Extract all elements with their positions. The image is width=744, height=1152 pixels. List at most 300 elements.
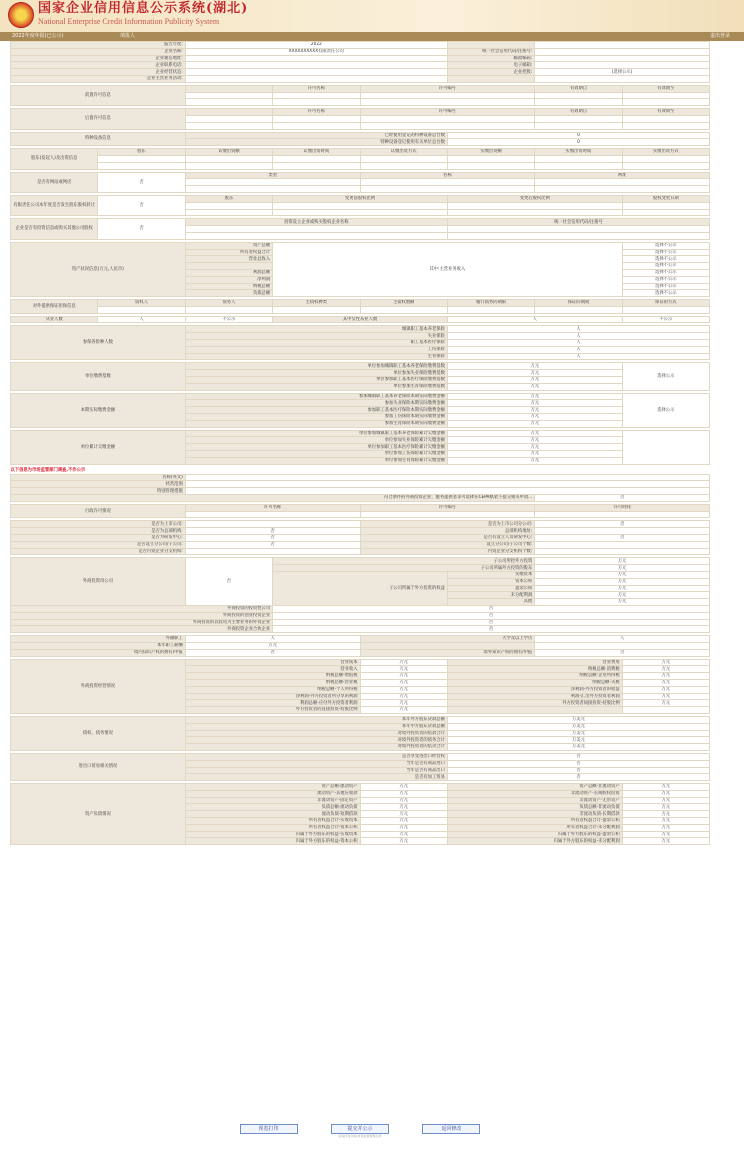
copyright: 版权所有:国家市场监督管理总局 [338,1134,382,1138]
flag-row [11,548,710,555]
publish-select[interactable]: 选择不公示 [622,249,709,256]
col-head: 债权人 [98,300,185,307]
back-edit-button[interactable]: 返回修改 [422,1124,480,1134]
field-label: 经营范围 [11,481,186,488]
special-row [11,132,710,139]
field-label: 归属于外方股东的权益-未分配利润 [447,838,622,845]
field-value[interactable]: 否 [185,528,360,535]
section-label: 有限责任公司本年度是否发生股东股权转让 [11,195,98,215]
field-value: 万元 [360,790,447,797]
field-value[interactable] [185,62,447,69]
section-label: 股东(发起人)及出资信息 [11,149,98,169]
col-head: 变更后股权比例 [447,195,622,202]
field-value[interactable]: 否 [447,760,709,767]
publish-select[interactable]: 选择不公示 [622,269,709,276]
field-label: 负债总额-流动负债 [185,804,360,811]
field-value: 万元 [360,679,447,686]
yes-no-value[interactable]: 否 [98,219,185,239]
col-head: 有效期至 [622,109,709,116]
section-label: 对外提供保证担保信息 [11,300,98,314]
field-value: 万美元 [447,737,709,744]
publish-select[interactable]: 不公示 [185,316,272,323]
site-subtitle: National Enterprise Credit Information Publicity System [38,17,220,26]
field-value: 万元 [360,804,447,811]
field-label: 资产总额-流动资产 [185,784,360,791]
field-value [535,642,710,649]
empty-cell [622,202,709,209]
field-label: 对境外投资者的债务合计 [185,737,447,744]
field-label: 是否为上市公司: [11,521,186,528]
section-head [11,109,710,116]
ops-row [11,659,710,666]
field-label: 纳税总额-消费税 [447,666,622,673]
col-head: 变更前股权比例 [273,195,448,202]
field-value: 万元 [535,599,710,606]
col-head: 许可名称 [273,85,360,92]
empty-cell [185,202,272,209]
field-value: 万元 [360,818,447,825]
field-value[interactable]: 否 [535,535,710,542]
section-label: 后置许可信息 [11,109,186,129]
field-value: 万元 [360,686,447,693]
report-status: 2022年度年报(已公示) [12,33,64,39]
empty-cell [535,186,710,193]
field-value: 万美元 [447,716,709,723]
empty-cell [98,306,185,313]
field-value[interactable] [535,548,710,555]
empty-cell [185,232,447,239]
field-label: 已经使用登记的特种设备总台数 [185,132,447,139]
empty-cell [447,155,534,162]
field-value: 万元 [360,831,447,838]
field-value: 万美元 [447,730,709,737]
col-head: 保证的方式 [622,300,709,307]
field-value[interactable] [535,42,710,49]
empty-cell [447,232,709,239]
field-value: 万元 [360,707,447,714]
field-label: 盈余公积 [447,585,534,592]
field-label: 统一社会信用代码/注册号: [447,48,534,55]
field-value[interactable]: 2022 [185,42,447,49]
guar-head [11,300,710,307]
part2-row [11,474,710,481]
field-label: 企业控股: [447,69,534,76]
section-label: 资产状况信息(万元,人民币) [11,242,186,296]
field-value: 万元 [447,420,622,427]
empty-cell [360,179,535,186]
field-label: 单位参加生育保险缴费基数 [185,383,447,390]
col-head: 许可编号 [360,85,535,92]
lic-head [11,504,710,511]
section-label: 进出口贸易相关情况 [11,753,186,780]
field-value[interactable] [535,62,710,69]
field-value: 万元 [447,451,622,458]
col-head: 有效期至 [622,85,709,92]
field-value: 人 [447,326,709,333]
col-head: 股东 [185,195,272,202]
field-value[interactable]: 否 [447,767,709,774]
preview-print-button[interactable]: 预览打印 [240,1124,298,1134]
field-value[interactable] [535,48,710,55]
field-value: 万元 [447,393,622,400]
field-value: 万元 [622,659,709,666]
field-label: 是否有设立人员研发中心: [360,535,535,542]
field-label [360,642,535,649]
field-value: 万元 [622,838,709,845]
field-value[interactable] [185,488,709,495]
field-value: 万元 [622,790,709,797]
field-value[interactable]: XXXXXXXXXX有限责任公司 [185,48,447,55]
section-label: 外商投资母公司 [11,558,186,606]
field-value: 万元 [185,642,360,649]
field-label: 特种设备登记使用有关单位总台数 [185,139,447,146]
field-value: 万元 [447,457,622,464]
empty-cell [535,162,622,169]
empty-cell [273,162,360,169]
field-value: 0 [447,132,709,139]
field-value: 万元 [360,824,447,831]
field-label: 参加职工基本医疗保险本期实际缴费金额 [185,407,447,414]
field-label: 工伤保险 [185,346,447,353]
field-label: 非流动资产-无形资产 [447,797,622,804]
yes-no-value[interactable]: 否 [98,195,185,215]
logout-link[interactable]: 退出登录 [709,33,730,39]
field-label: 非流动资产-长期股权投资 [447,790,622,797]
section-label: 单位累计欠缴金额 [11,430,186,464]
field-label: 实缴资本 [447,571,534,578]
field-label: 单位参加城镇职工基本养老保险累计欠缴金额 [185,430,447,437]
field-label: 境内知识产权的拥有/申报 [11,649,186,656]
empty-cell [535,155,622,162]
col-head: 许可名称 [185,504,360,511]
part2-row [11,481,710,488]
field-value: 万元 [622,824,709,831]
field-label: 单位参加工伤保险累计欠缴金额 [185,451,447,458]
col-head: 许可名称 [273,109,360,116]
section-label: 企业是否有投资信息或购买其他公司股权 [11,219,98,239]
field-value[interactable]: 否 [273,605,710,612]
notice-text: 以下信息为市场监管部门调查,不作公示 [10,467,86,473]
filler-label: 填报人 [120,33,136,39]
field-value[interactable] [185,548,360,555]
field-label: 营业收入 [185,666,360,673]
field-value: 万元 [622,811,709,818]
empty-cell [360,115,535,122]
field-label: 当年是否有商品进口 [185,760,447,767]
field-label: 单位参加失业保险累计欠缴金额 [185,437,447,444]
report-table [10,41,710,845]
empty-cell [622,155,709,162]
emp-row [11,316,710,323]
col-head: 实缴出资额 [447,149,534,156]
field-label [447,75,534,82]
field-label: 大学及以上学历 [360,636,535,643]
empty-cell [185,209,272,216]
field-value[interactable]: 否 [535,495,710,502]
basic-row [11,62,710,69]
invest-head [11,149,710,156]
field-label: 子公司所属外方投资的股东 [273,565,535,572]
empty-cell [622,306,709,313]
field-label: 对境外投资者的借贷合计 [185,744,447,751]
empty-cell [98,155,185,162]
field-value: 万元 [622,700,709,707]
field-value[interactable] [535,55,710,62]
publish-select[interactable] [622,430,709,464]
section-head [11,85,710,92]
field-value[interactable] [185,69,447,76]
field-value[interactable] [535,541,710,548]
field-label: 营业费用 [447,659,622,666]
field-value[interactable]: 否 [185,541,360,548]
publish-select[interactable]: 选择公示 [622,393,709,427]
national-emblem-icon [8,2,34,28]
publish-select[interactable]: 不公示 [622,316,709,323]
publish-select[interactable]: 选择不公示 [622,290,709,297]
field-value: 万元 [622,784,709,791]
col-head: 主债权数额 [360,300,447,307]
publish-select[interactable]: 选择不公示 [622,256,709,263]
field-label: 是否设立分公司/子公司: [11,541,186,548]
field-label: 是否有加工贸易 [185,774,447,781]
field-label: 单位参加职工基本医疗保险缴费基数 [185,377,447,384]
field-label: 营业成本 [185,659,360,666]
field-value: 万元 [360,666,447,673]
field-label: 参加工伤保险本期实际缴费金额 [185,414,447,421]
col-head: 许可编号 [360,504,535,511]
section-label: 特种设备信息 [11,132,186,146]
field-value[interactable] [185,75,447,82]
empty-cell [185,511,360,518]
field-label: 生育保险 [185,353,447,360]
empty-cell [622,99,709,106]
field-value: 万元 [447,363,622,370]
field-value: 万元 [360,659,447,666]
field-value: 万元 [622,818,709,825]
field-label: 单位参加城镇职工基本养老保险缴费基数 [185,363,447,370]
col-head: 有效期自 [535,109,622,116]
field-label: 未分配利润 [447,592,534,599]
staff-row [11,642,710,649]
field-label: 纳税总额-个人所得税 [185,686,360,693]
field-label: 企业联系电话: [11,62,186,69]
field-label: 参加生育保险本期实际缴费金额 [185,420,447,427]
col-head: 认缴出资额 [185,149,272,156]
staff-row [11,649,710,656]
col-head: 网址 [535,172,710,179]
fi2-row [11,619,710,626]
empty-cell [535,306,622,313]
field-label: 是否为上市公司分公司: [360,521,535,528]
section-label: 资产负债情况 [11,784,186,845]
publish-select[interactable]: 选择公示 [622,363,709,390]
empty-cell [535,115,622,122]
field-label: 对境外投资者的借款合计 [185,730,447,737]
field-label: 符合条件的外商投资企业、服务提供者等可选择在CEPA框架下提交相关申请... [11,495,535,502]
submit-publish-button[interactable]: 提交并公示 [331,1124,389,1134]
asset-note: 其中:主营业务收入 [273,242,623,296]
field-value[interactable]: 否 [273,619,710,626]
field-value: 万元 [447,407,622,414]
field-label: 所有者权益合计 [185,249,272,256]
field-value: 万元 [447,377,622,384]
field-value: 万元 [535,558,710,565]
field-value: 万元 [535,578,710,585]
site-title: 国家企业信用信息公示系统(湖北) [38,1,249,16]
flag-row [11,535,710,542]
field-label: 本年职工薪酬 [11,642,186,649]
field-label: 是否享受进出口经营权 [185,753,447,760]
field-label: 负债总额 [185,290,272,297]
field-value[interactable] [535,75,710,82]
empty-cell [273,155,360,162]
field-value[interactable] [185,55,447,62]
field-label: 非流动资产-固定资产 [185,797,360,804]
empty-cell [273,92,360,99]
field-value: 人 [185,636,360,643]
field-value: 万元 [535,585,710,592]
field-label: 净利润 [185,276,272,283]
field-value: 万元 [622,673,709,680]
field-label: 流动资产-其他应收款 [185,790,360,797]
empty-cell [360,306,447,313]
field-value[interactable] [185,474,709,481]
empty-cell [360,122,535,129]
field-label: 报告年度: [11,42,186,49]
empty-cell [622,92,709,99]
field-label: 流动负债-短期借款 [185,811,360,818]
field-label [185,263,272,270]
field-label: 外商投资的以投资为主要业务的外资企业 [11,619,273,626]
field-label: 非流动负债-长期借款 [447,811,622,818]
field-value: 万元 [622,804,709,811]
field-label: 名称(英文) [11,474,186,481]
basic-row [11,48,710,55]
field-label: 失业保险 [185,333,447,340]
field-value[interactable] [185,521,360,528]
section-label: 单位缴费基数 [11,363,186,390]
basic-row [11,75,710,82]
field-label: 设立分公司/子公司个数: [360,541,535,548]
field-label: 归属于外方股东的权益-资本公积 [185,838,360,845]
notice-row [11,467,710,474]
basic-row [11,55,710,62]
publish-select[interactable]: 选择不公示 [622,283,709,290]
field-value[interactable] [185,481,709,488]
field-value: 万元 [447,383,622,390]
field-value: 万元 [535,565,710,572]
field-label: 纳税总额-关税 [447,679,622,686]
field-label: 资产总额 [185,242,272,249]
empty-cell [360,92,535,99]
site-header [0,0,744,32]
field-label: 资产总额-非流动资产 [447,784,622,791]
basic-row [11,69,710,76]
annual-report-form [10,41,710,1137]
empty-cell [185,115,272,122]
col-head: 债务人 [185,300,272,307]
field-label: 纳税总额-营业税 [185,679,360,686]
field-label: 境外知识产权的拥有/申报 [360,649,535,656]
field-value[interactable] [535,528,710,535]
empty-cell [185,179,360,186]
actual-row [11,393,710,400]
empty-cell [447,306,534,313]
field-label: 单位参加职工基本医疗保险累计欠缴金额 [185,444,447,451]
field-value: 万元 [360,784,447,791]
field-label: 内资企业分支机构个数: [360,548,535,555]
section-label: 本期实际缴费金额 [11,393,186,427]
field-value[interactable]: 否 [447,774,709,781]
field-label: 其他 [447,599,534,606]
field-label [447,42,534,49]
field-value: 万元 [360,811,447,818]
field-value: 人 [447,353,709,360]
field-label: 是否内资企业分支机构: [11,548,186,555]
empty-cell [622,115,709,122]
fi-row [11,558,710,565]
col-head: 名称 [360,172,535,179]
field-label: 参加城镇职工基本养老保险本期实际缴费金额 [185,393,447,400]
field-value: 万元 [622,666,709,673]
field-label [447,707,622,714]
section-label: 是否有网站或网店 [11,172,98,192]
col-head: 认缴出资方式 [360,149,447,156]
publish-select[interactable]: 选择不公示 [622,242,709,249]
empty-cell [360,99,535,106]
yes-no-value[interactable]: 否 [98,172,185,192]
empty-cell [360,162,447,169]
empty-cell [185,306,272,313]
blank [185,85,272,92]
field-value[interactable]: 否 [535,521,710,528]
field-label: 营业总收入 [185,256,272,263]
field-label: 净利润-外方投资者所分享的利润 [185,693,360,700]
field-label: 总部机构地址: [360,528,535,535]
col-head: 认缴出资时间 [273,149,360,156]
field-label: 归属于外方股东的权益-盈余公积 [447,831,622,838]
empty-cell [185,226,447,233]
field-value[interactable]: 否 [273,612,710,619]
field-label: 邮政编码: [447,55,534,62]
empty-cell [447,209,622,216]
field-value[interactable]: 否 [185,535,360,542]
field-label: 外商投资的投资性公司 [11,605,273,612]
field-label: 当年是否有商品出口 [185,767,447,774]
field-value: 万元 [535,592,710,599]
publish-select[interactable]: 选择不公示 [622,263,709,270]
field-value[interactable]: 否 [447,753,709,760]
field-value: 万元 [535,571,710,578]
empty-cell [185,186,360,193]
empty-cell [535,511,710,518]
stock-head [11,195,710,202]
publish-select[interactable]: 选择不公示 [622,276,709,283]
empty-cell [360,186,535,193]
yes-no-value[interactable]: 否 [185,558,272,606]
field-label: 外方投资者间接投资-持股比例 [447,700,622,707]
field-label: 所有者权益合计-盈余公积 [447,818,622,825]
field-value[interactable]: 否 [273,626,710,633]
field-value[interactable]: (选择公示) [535,69,710,76]
other-head [11,219,710,226]
field-label: 企业主营业务活动: [11,75,186,82]
fi2-row [11,605,710,612]
field-value: 万元 [360,700,447,707]
section-label: 外商投资经营情况 [11,659,186,713]
col-head: 许可编号 [360,109,535,116]
field-label: 企业通信地址: [11,55,186,62]
